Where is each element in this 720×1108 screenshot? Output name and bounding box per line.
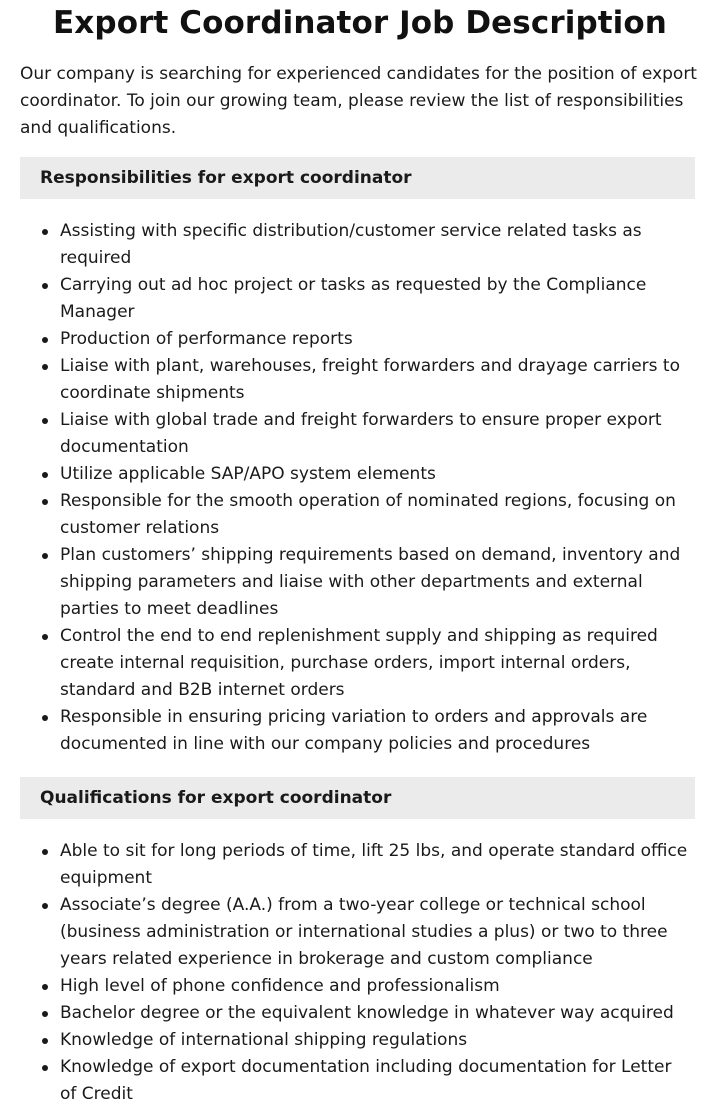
responsibilities-heading: Responsibilities for export coordinator [20, 157, 695, 199]
page-title: Export Coordinator Job Description [53, 5, 667, 41]
list-item: Liaise with plant, warehouses, freight forwarders and drayage carriers to coordinate shipments [60, 353, 700, 407]
list-item: Carrying out ad hoc project or tasks as requested by the Compliance Manager [60, 272, 700, 326]
list-item: Knowledge of export documentation including documentation for Letter of Credit [60, 1054, 700, 1108]
list-item: Responsible for the smooth operation of nominated regions, focusing on customer relations [60, 488, 700, 542]
qualifications-list [0, 838, 700, 1108]
responsibilities-list [0, 218, 700, 758]
list-item: Control the end to end replenishment supply and shipping as required create internal requisition, purchase orders, import internal orders, standard and B2B internet orders [60, 623, 700, 704]
list-item: Responsible in ensuring pricing variation to orders and approvals are documented in line with our company policies and procedures [60, 704, 700, 758]
qualifications-heading: Qualifications for export coordinator [20, 777, 695, 819]
list-item: Assisting with specific distribution/customer service related tasks as required [60, 218, 700, 272]
list-item: Plan customers’ shipping requirements based on demand, inventory and shipping parameters and liaise with other departments and external parties to meet deadlines [60, 542, 700, 623]
list-item: Knowledge of international shipping regulations [60, 1027, 700, 1054]
list-item: Bachelor degree or the equivalent knowledge in whatever way acquired [60, 1000, 700, 1027]
list-item: Associate’s degree (A.A.) from a two-year college or technical school (business administration or international studies a plus) or two to three years related experience in brokerage and custom compliance [60, 892, 700, 973]
list-item: Utilize applicable SAP/APO system elements [60, 461, 700, 488]
list-item: Production of performance reports [60, 326, 700, 353]
list-item: Liaise with global trade and freight forwarders to ensure proper export documentation [60, 407, 700, 461]
list-item: High level of phone confidence and professionalism [60, 973, 700, 1000]
list-item: Able to sit for long periods of time, lift 25 lbs, and operate standard office equipment [60, 838, 700, 892]
intro-paragraph: Our company is searching for experienced candidates for the position of export coordinator. To join our growing team, please review the list of responsibilities and qualifications. [20, 64, 697, 138]
